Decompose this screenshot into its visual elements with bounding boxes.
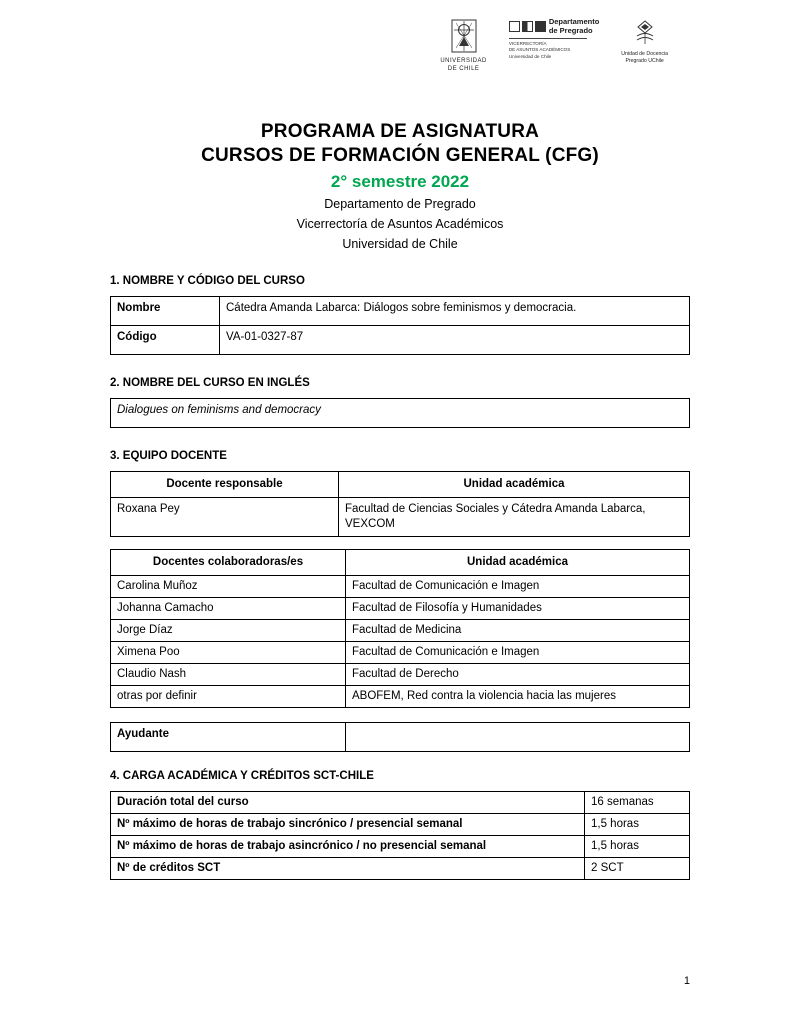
table-row [111, 835, 690, 857]
table-row [111, 597, 690, 619]
collaborator-unit: Facultad de Derecho [346, 663, 690, 685]
pregrado-logo-line2: de Pregrado [548, 25, 593, 35]
header-logo-bar [110, 18, 690, 90]
collaborator-name: Claudio Nash [111, 663, 346, 685]
page-number: 1 [683, 975, 690, 987]
uchile-logo-line2: DE CHILE [447, 65, 480, 72]
academic-load-table [110, 791, 690, 880]
teacher-responsible-table [110, 471, 690, 537]
table-row [111, 641, 690, 663]
course-code-value: VA-01-0327-87 [220, 326, 690, 355]
table-row [111, 857, 690, 879]
table-row [111, 326, 690, 355]
load-label: Nº máximo de horas de trabajo asincrónico / no presencial semanal [111, 835, 585, 857]
semester-label: 2° semestre 2022 [330, 171, 470, 191]
course-name-table [110, 296, 690, 355]
collaborator-unit: Facultad de Comunicación e Imagen [346, 575, 690, 597]
collaborator-unit: Facultad de Medicina [346, 619, 690, 641]
docencia-mark-icon [631, 18, 659, 48]
table-row [111, 813, 690, 835]
course-name-label: Nombre [111, 297, 220, 326]
table-row [111, 575, 690, 597]
pregrado-logo-sub3: Universidad de Chile [508, 53, 552, 59]
section-1-heading: 1. NOMBRE Y CÓDIGO DEL CURSO [110, 275, 305, 288]
assistant-label: Ayudante [111, 722, 346, 751]
course-english-name-table [110, 398, 690, 428]
collaborator-name: otras por definir [111, 685, 346, 707]
table-row [111, 498, 690, 537]
collaborator-unit: Facultad de Comunicación e Imagen [346, 641, 690, 663]
column-header-unidad-academica-colab: Unidad académica [346, 550, 690, 576]
table-header-row [111, 550, 690, 576]
teacher-unit: Facultad de Ciencias Sociales y Cátedra Amanda Labarca, VEXCOM [339, 498, 690, 537]
uchile-logo-line1: UNIVERSIDAD [440, 58, 487, 64]
document-title-block [110, 120, 690, 253]
table-row [111, 685, 690, 707]
collaborator-unit: ABOFEM, Red contra la violencia hacia las mujeres [346, 685, 690, 707]
load-label: Duración total del curso [111, 791, 585, 813]
pregrado-logo-line1: Departamento [548, 17, 600, 26]
course-name-value: Cátedra Amanda Labarca: Diálogos sobre feminismos y democracia. [220, 297, 690, 326]
collaborator-name: Jorge Díaz [111, 619, 346, 641]
collaborator-name: Ximena Poo [111, 641, 346, 663]
collaborator-unit: Facultad de Filosofía y Humanidades [346, 597, 690, 619]
course-english-name-value: Dialogues on feminisms and democracy [111, 399, 690, 428]
page-title: PROGRAMA DE ASIGNATURA [260, 121, 540, 142]
table-row [111, 619, 690, 641]
docencia-logo-line2: Pregrado UChile [625, 57, 664, 64]
title-affiliation-1: Departamento de Pregrado [324, 196, 476, 211]
pregrado-logo-sub1: VICERRECTORÍA [508, 41, 547, 47]
uchile-crest-icon [449, 18, 479, 56]
page-subtitle: CURSOS DE FORMACIÓN GENERAL (CFG) [201, 145, 599, 167]
load-label: Nº máximo de horas de trabajo sincrónico / presencial semanal [111, 813, 585, 835]
table-row [111, 297, 690, 326]
pregrado-squares-icon [509, 21, 546, 32]
assistant-table [110, 722, 690, 752]
column-header-docente-responsable: Docente responsable [111, 472, 339, 498]
logo-divider [509, 38, 587, 39]
load-value: 16 semanas [585, 791, 690, 813]
unidad-de-docencia-logo [621, 18, 668, 65]
pregrado-logo-sub2: DE ASUNTOS ACADÉMICOS [508, 47, 571, 53]
section-4-heading: 4. CARGA ACADÉMICA Y CRÉDITOS SCT-CHILE [110, 769, 374, 782]
table-row [111, 399, 690, 428]
teacher-name: Roxana Pey [111, 498, 339, 537]
table-row [111, 722, 690, 751]
docencia-logo-line1: Unidad de Docencia [621, 51, 668, 57]
load-value: 1,5 horas [585, 835, 690, 857]
course-code-label: Código [111, 326, 220, 355]
title-affiliation-2: Vicerrectoría de Asuntos Académicos [296, 216, 504, 231]
departamento-de-pregrado-logo [509, 18, 599, 60]
collaborating-teachers-table [110, 549, 690, 708]
table-header-row [111, 472, 690, 498]
title-affiliation-3: Universidad de Chile [342, 236, 458, 251]
collaborator-name: Carolina Muñoz [111, 575, 346, 597]
column-header-docentes-colaboradoras: Docentes colaboradoras/es [111, 550, 346, 576]
load-value: 1,5 horas [585, 813, 690, 835]
load-label: Nº de créditos SCT [111, 857, 585, 879]
section-2-heading: 2. NOMBRE DEL CURSO EN INGLÉS [110, 377, 310, 390]
section-3-heading: 3. EQUIPO DOCENTE [110, 450, 227, 463]
load-value: 2 SCT [585, 857, 690, 879]
table-row [111, 663, 690, 685]
uchile-logo-text [440, 58, 487, 73]
universidad-de-chile-logo [440, 18, 487, 73]
collaborator-name: Johanna Camacho [111, 597, 346, 619]
column-header-unidad-academica: Unidad académica [339, 472, 690, 498]
table-row [111, 791, 690, 813]
assistant-value [346, 722, 690, 751]
